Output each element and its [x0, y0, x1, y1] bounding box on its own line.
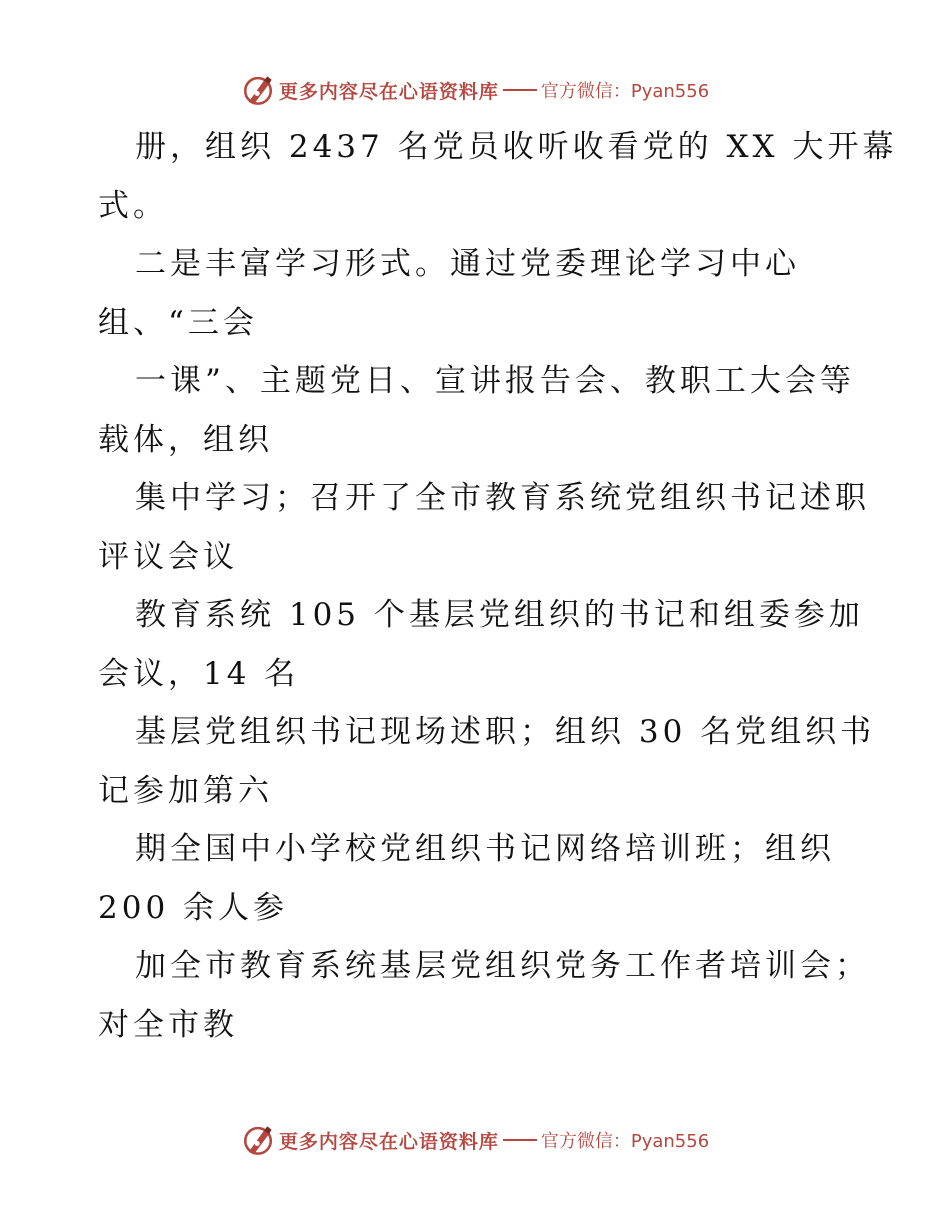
banner-main-text: 更多内容尽在心语资料库	[278, 80, 499, 103]
text-line: 会议，14 名	[98, 655, 300, 692]
text-line: 评议会议	[98, 538, 238, 575]
pen-logo-icon	[241, 1123, 275, 1157]
text-line: 一课”、主题党日、宣讲报告会、教职工大会等	[135, 363, 855, 399]
text-line: 对全市教	[98, 1006, 238, 1043]
text-line: 组、“三会	[98, 304, 258, 341]
header-banner	[0, 70, 950, 110]
text-line: 期全国中小学校党组织书记网络培训班；组织	[135, 831, 835, 867]
text-line: 集中学习；召开了全市教育系统党组织书记述职	[135, 480, 870, 516]
text-line: 教育系统 105 个基层党组织的书记和组委参加	[135, 597, 864, 633]
text-line: 200 余人参	[98, 889, 289, 926]
document-body	[98, 118, 898, 1054]
text-line: 式。	[98, 187, 168, 224]
text-line: 载体，组织	[98, 421, 273, 458]
text-line: 加全市教育系统基层党组织党务工作者培训会；	[135, 948, 870, 984]
text-line: 记参加第六	[98, 772, 273, 809]
banner-sub-text: 官方微信：Pyan556	[540, 81, 710, 102]
text-line: 二是丰富学习形式。通过党委理论学习中心	[135, 246, 800, 282]
footer-banner	[0, 1120, 950, 1160]
banner-sub-text: 官方微信：Pyan556	[540, 1131, 710, 1152]
pen-logo-icon	[241, 73, 275, 107]
banner-dash	[503, 89, 537, 91]
text-line: 册，组织 2437 名党员收听收看党的 XX 大开幕	[135, 129, 898, 165]
text-line: 基层党组织书记现场述职；组织 30 名党组织书	[135, 714, 876, 750]
banner-dash	[503, 1139, 537, 1141]
banner-main-text: 更多内容尽在心语资料库	[278, 1130, 499, 1153]
